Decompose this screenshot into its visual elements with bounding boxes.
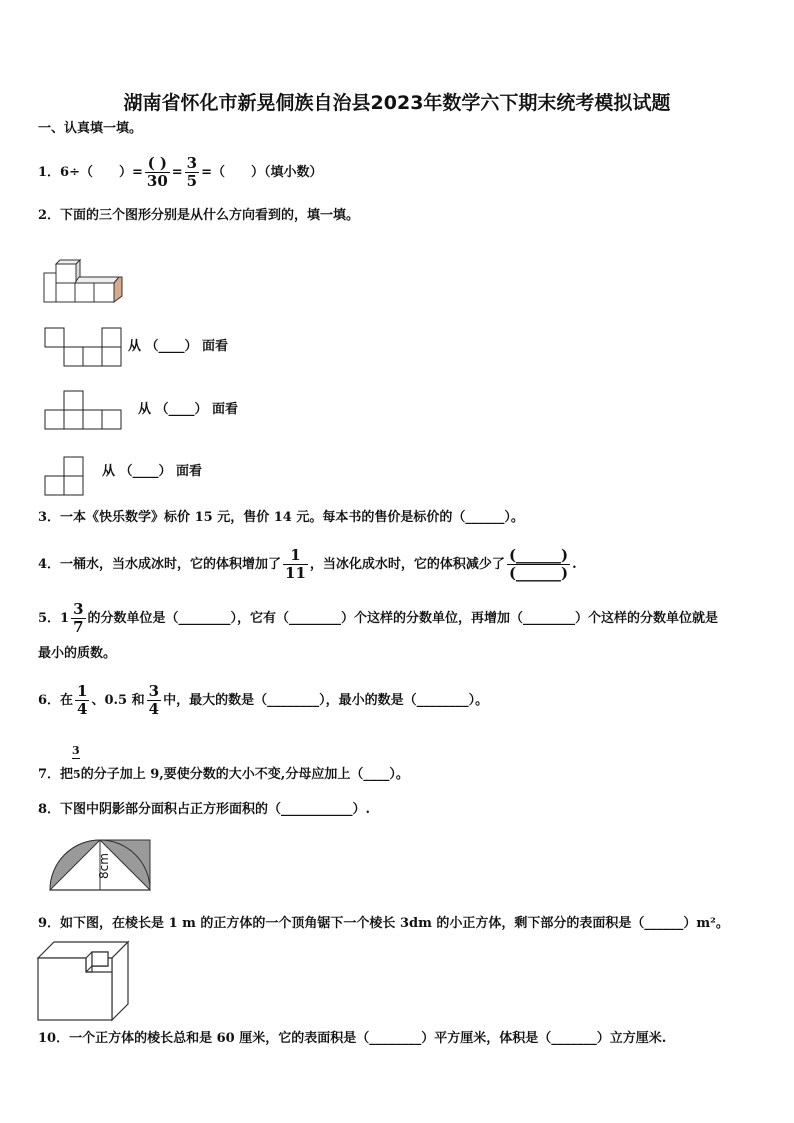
question-7: 7．把5的分子加上 9,要使分数的大小不变,分母应加上（____）。 (38, 767, 409, 782)
q1-part-e: =（ ）（填小数） (201, 165, 323, 180)
question-2: 2．下面的三个图形分别是从什么方向看到的，填一填。 (38, 208, 360, 223)
q4-fraction-blank: $\frac{(\_\_\_\_\_\_)}{(\_\_\_\_\_\_)}$ (508, 546, 569, 582)
q4-fraction-1: $\frac{1}{11}$ (285, 546, 306, 582)
view-3-shape (45, 457, 85, 497)
page-title: 湖南省怀化市新晃侗族自治县2023年数学六下期末统考模拟试题 (123, 92, 671, 114)
q1-equals: = (171, 165, 183, 180)
q6-fraction-2: $\frac{3}{4}$ (148, 682, 160, 718)
view-1-answer: 从 （____） 面看 (128, 339, 229, 354)
section-heading: 一、认真填一填。 (38, 121, 143, 136)
view-2-shape (45, 391, 125, 433)
question-6: 6．在 $\frac{1}{4}$ 、0.5 和 $\frac{3}{4}$ 中，最大的数是（________），最小的数是（________）。 (38, 682, 489, 718)
q5-fraction: $\frac{3}{7}$ (73, 600, 84, 636)
question-3: 3．一本《快乐数学》标价 15 元，售价 14 元。每本书的售价是标价的（______）。 (38, 510, 524, 525)
view-1-shape (45, 328, 125, 370)
cube-stack-figure (44, 262, 124, 304)
question-8: 8．下图中阴影部分面积占正方形面积的（___________）. (38, 802, 371, 817)
q7-fraction-bar (72, 758, 80, 759)
q8-figure (46, 837, 156, 893)
q9-cube-figure (36, 940, 132, 1022)
question-5-line-2: 最小的质数。 (38, 646, 117, 661)
q8-dimension-label: 8cm (97, 853, 111, 879)
q1-fraction-2: $\frac{3}{5}$ (186, 154, 198, 190)
question-5: 5．1 $\frac{3}{7}$ 的分数单位是（________），它有（________）个这样的分数单位，再增加（________）个这样的分数单位就是 (38, 600, 719, 636)
q1-num: 1． (38, 165, 61, 180)
q1-fraction-1: $\frac{( )}{30}$ (146, 154, 168, 190)
question-9: 9．如下图，在棱长是 1 m 的正方体的一个顶角锯下一个棱长 3dm 的小正方体，剩下部分的表面积是（______）m²。 (38, 916, 729, 931)
question-1 (38, 156, 323, 189)
q6-fraction-1: $\frac{1}{4}$ (77, 682, 88, 718)
q7-fraction-denominator: 5 (73, 768, 81, 781)
q1-part-a: 6÷（ ）= (60, 165, 143, 180)
question-4: 4．一桶水，当水成冰时，它的体积增加了 $\frac{1}{11}$ ，当冰化成水时，它的体积减少了 $\frac{(\_\_\_\_\_\_)}{(\_\_\_\_\_\_)}$ . (38, 546, 577, 582)
view-2-answer: 从 （____） 面看 (138, 402, 239, 417)
question-10: 10．一个正方体的棱长总和是 60 厘米，它的表面积是（________）平方厘米，体积是（_______）立方厘米. (38, 1031, 667, 1046)
view-3-answer: 从 （____） 面看 (102, 464, 203, 479)
q7-fraction-numerator: 3 (72, 744, 80, 757)
